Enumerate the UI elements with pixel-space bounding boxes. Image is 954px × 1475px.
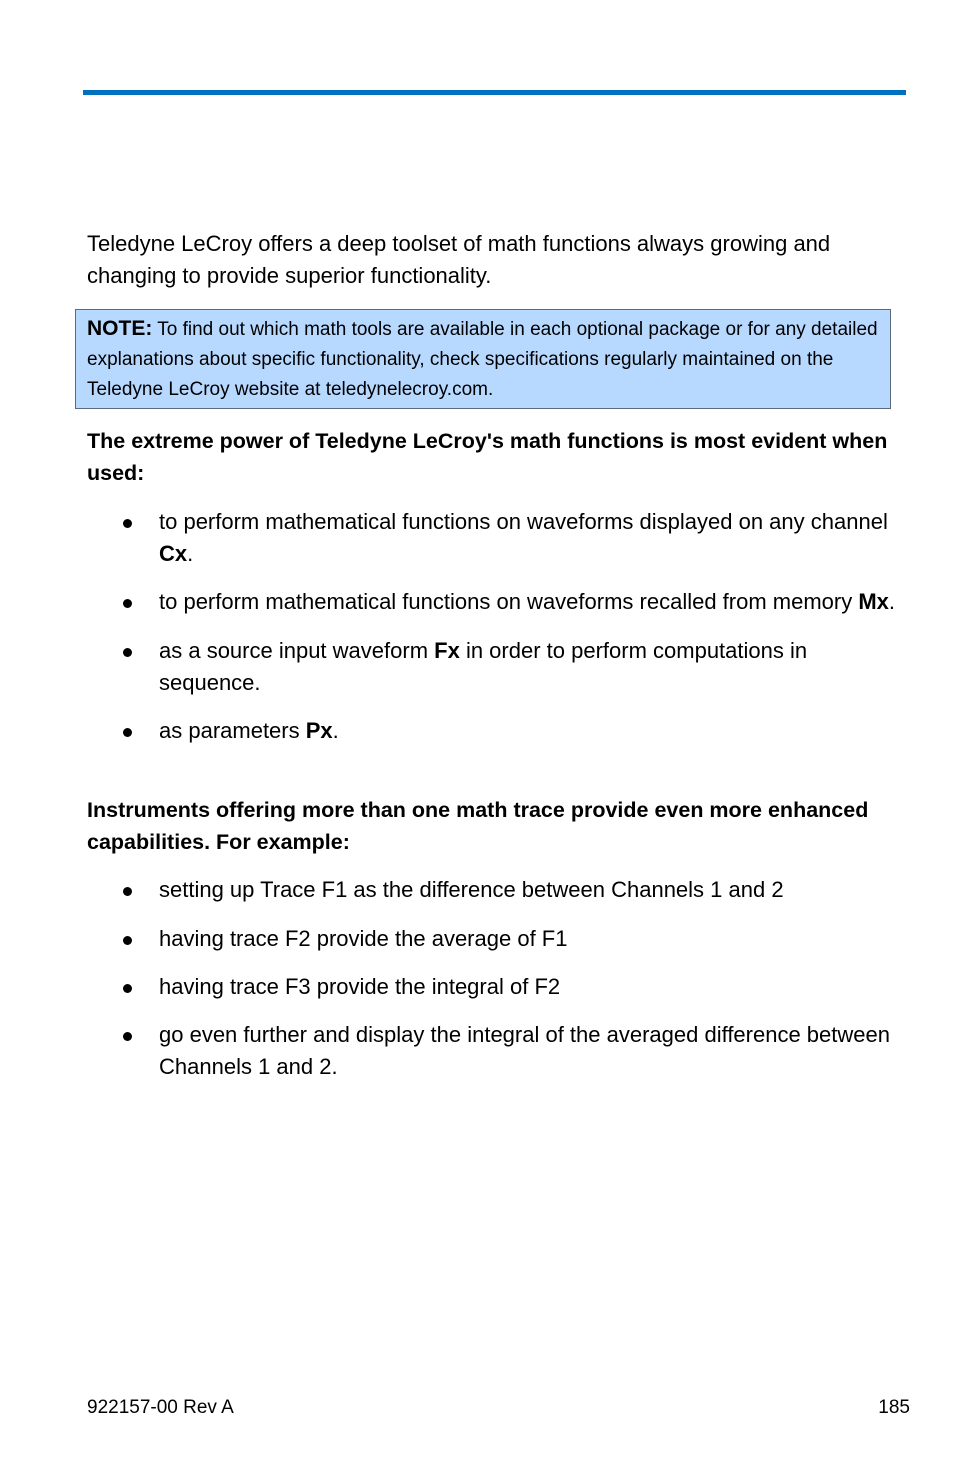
note-label: NOTE: (87, 317, 153, 340)
list-item: go even further and display the integral of the averaged difference between Channels 1 and 2. (87, 1019, 897, 1083)
bullet-icon (123, 984, 132, 993)
list-item: as a source input waveform Fx in order to perform computations in sequence. (87, 635, 897, 699)
bullet-icon (123, 648, 132, 657)
note-text: To find out which math tools are available in each optional package or for any detailed explanations about specific functionality, check specifications regularly maintained on the Teledyne LeCroy website at teledynelecroy.com. (87, 319, 878, 400)
list-item: as parameters Px. (87, 715, 897, 747)
list-item: setting up Trace F1 as the difference between Channels 1 and 2 (87, 874, 897, 906)
intro-paragraph: Teledyne LeCroy offers a deep toolset of math functions always growing and changing to provide superior functionality. (87, 231, 831, 288)
channel-code: Cx (159, 541, 188, 566)
header-rule (83, 90, 906, 95)
memory-code: Mx (858, 589, 889, 614)
footer-doc-id: 922157-00 Rev A (87, 1397, 234, 1418)
list-item: having trace F3 provide the integral of F2 (87, 971, 897, 1003)
function-code: Fx (434, 638, 460, 663)
list-item: to perform mathematical functions on waveforms displayed on any channel Cx. (87, 506, 897, 570)
section-lead: The extreme power of Teledyne LeCroy's math functions is most evident when used: (87, 429, 888, 485)
note-box (75, 309, 891, 409)
parameter-code: Px (305, 718, 333, 743)
bullet-icon (123, 519, 132, 528)
section-lead: Instruments offering more than one math trace provide even more enhanced capabilities. For example: (87, 798, 869, 854)
section-math-uses (87, 425, 897, 747)
section-multiple-traces (87, 794, 897, 1083)
bullet-icon (123, 728, 132, 737)
bullet-icon (123, 936, 132, 945)
footer-page-number: 185 (878, 1397, 910, 1418)
bullet-icon (123, 1032, 132, 1041)
bullet-list (87, 506, 897, 747)
bullet-icon (123, 599, 132, 608)
intro-block (87, 228, 887, 292)
bullet-icon (123, 887, 132, 896)
list-item: to perform mathematical functions on waveforms recalled from memory Mx. (87, 586, 897, 618)
bullet-list (87, 874, 897, 1083)
list-item: having trace F2 provide the average of F1 (87, 923, 897, 955)
